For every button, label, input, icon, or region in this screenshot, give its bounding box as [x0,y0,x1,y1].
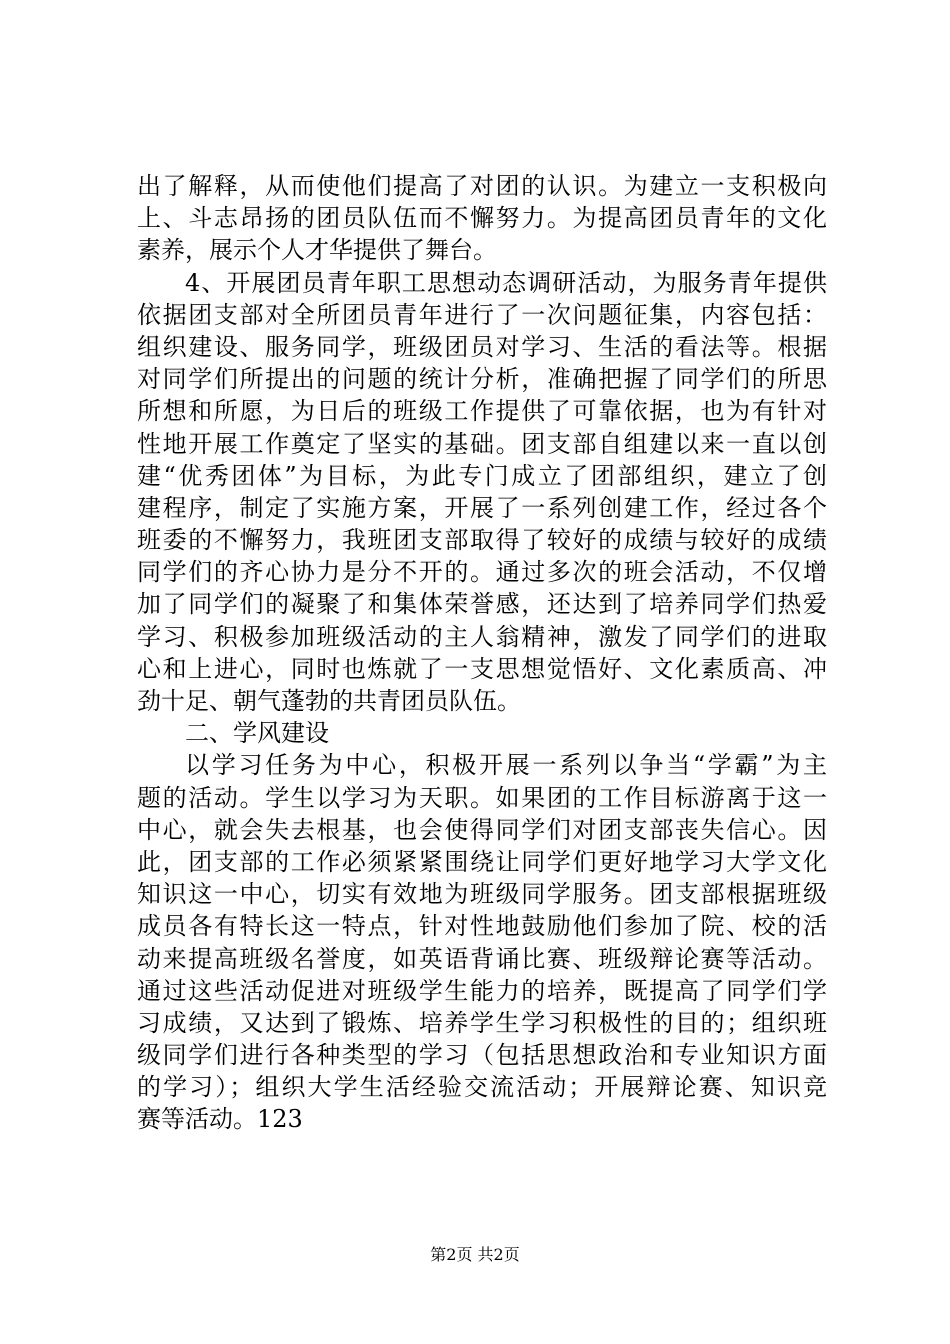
text-line: 通过这些活动促进对班级学生能力的培养，既提高了同学们学 [137,976,827,1005]
text-line: 题的活动。学生以学习为天职。如果团的工作目标游离于这一 [137,783,827,812]
text-line: 学习、积极参加班级活动的主人翁精神，激发了同学们的进取 [137,622,827,651]
text-line: 班委的不懈努力，我班团支部取得了较好的成绩与较好的成绩 [137,526,827,555]
text-line: 性地开展工作奠定了坚实的基础。团支部自组建以来一直以创 [137,429,827,458]
section-heading: 二、学风建设 [185,719,329,748]
page-number-footer: 第2页 共2页 [430,1245,520,1264]
text-line: 对同学们所提出的问题的统计分析，准确把握了同学们的所思 [137,365,827,394]
text-line: 建程序，制定了实施方案，开展了一系列创建工作，经过各个 [137,493,827,522]
text-line: 赛等活动。123 [137,1105,303,1134]
text-line: 4、开展团员青年职工思想动态调研活动，为服务青年提供 [185,268,827,297]
text-line: 上、斗志昂扬的团员队伍而不懈努力。为提高团员青年的文化 [137,204,827,233]
text-line: 级同学们进行各种类型的学习（包括思想政治和专业知识方面 [137,1041,827,1070]
text-line: 此，团支部的工作必须紧紧围绕让同学们更好地学习大学文化 [137,847,827,876]
text-line: 依据团支部对全所团员青年进行了一次问题征集，内容包括： [137,300,827,329]
text-line: 出了解释，从而使他们提高了对团的认识。为建立一支积极向 [137,172,827,200]
text-line: 同学们的齐心协力是分不开的。通过多次的班会活动，不仅增 [137,558,827,587]
text-line: 中心，就会失去根基，也会使得同学们对团支部丧失信心。因 [137,815,827,844]
text-line: 动来提高班级名誉度，如英语背诵比赛、班级辩论赛等活动。 [137,944,827,973]
text-line: 所想和所愿，为日后的班级工作提供了可靠依据，也为有针对 [137,397,827,426]
document-body [137,170,827,1136]
text-line: 知识这一中心，切实有效地为班级同学服务。团支部根据班级 [137,880,827,909]
text-line: 素养，展示个人才华提供了舞台。 [137,236,497,265]
text-line: 心和上进心，同时也炼就了一支思想觉悟好、文化素质高、冲 [137,654,827,683]
text-line: 组织建设、服务同学，班级团员对学习、生活的看法等。根据 [137,332,827,361]
text-line: 以学习任务为中心，积极开展一系列以争当“学霸”为主 [185,751,827,780]
text-line: 劲十足、朝气蓬勃的共青团员队伍。 [137,687,521,715]
text-line: 习成绩，又达到了锻炼、培养学生学习积极性的目的；组织班 [137,1008,827,1037]
text-line: 的学习）；组织大学生活经验交流活动；开展辩论赛、知识竞 [137,1073,827,1102]
text-line: 建“优秀团体”为目标，为此专门成立了团部组织，建立了创 [137,461,827,490]
text-line: 加了同学们的凝聚了和集体荣誉感，还达到了培养同学们热爱 [137,590,827,619]
text-line: 成员各有特长这一特点，针对性地鼓励他们参加了院、校的活 [137,912,827,941]
